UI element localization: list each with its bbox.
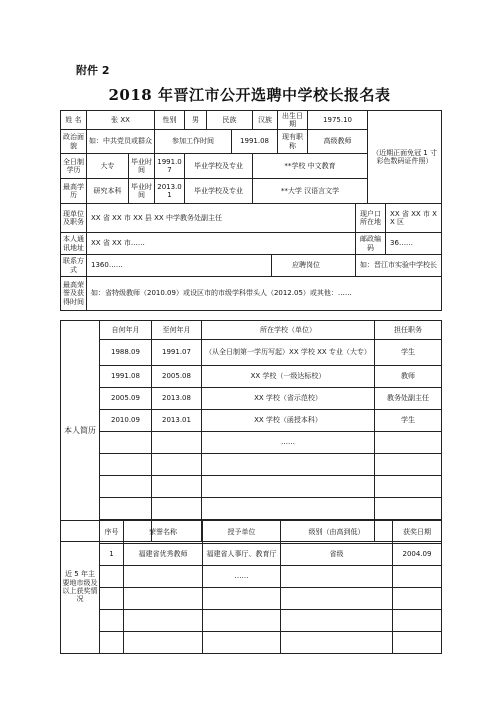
- awards-header: 获奖日期: [393, 521, 442, 544]
- resume-cell: 2013.01: [152, 410, 202, 432]
- resume-cell: 学生: [375, 410, 442, 432]
- awards-cell: 福建省优秀教师: [124, 544, 203, 566]
- basic-info-table: [60, 110, 442, 204]
- gender-label: 性别: [155, 111, 185, 130]
- fulltime-school-value: **学校 中文教育: [253, 154, 368, 179]
- birth-label: 出生日期: [278, 111, 308, 130]
- resume-header: 担任职务: [375, 321, 442, 340]
- household-label: 现户口所在地: [356, 204, 386, 233]
- honor-value: 如：省特级教师（2010.09）或设区市的市级学科带头人（2012.05）或其他：……: [87, 277, 442, 311]
- awards-cell: [203, 632, 281, 654]
- resume-cell: 教师: [375, 366, 442, 388]
- apply-label: 应聘岗位: [272, 255, 356, 277]
- resume-cell: 教务处副主任: [375, 388, 442, 410]
- resume-cell: [202, 476, 375, 498]
- awards-cell: [124, 632, 203, 654]
- resume-cell: [100, 498, 152, 520]
- title-label: 现有职称: [278, 130, 308, 154]
- awards-cell: ……: [203, 566, 281, 588]
- highest-time-value: 2013.01: [155, 179, 185, 204]
- awards-cell: [203, 588, 281, 610]
- resume-cell: [152, 432, 202, 454]
- title-value: 高级教师: [308, 130, 368, 154]
- current-unit-label: 现单位及职务: [61, 204, 87, 233]
- resume-cell: [202, 498, 375, 520]
- highest-time-label: 毕业时间: [129, 179, 155, 204]
- resume-cell: 2010.09: [100, 410, 152, 432]
- resume-cell: ……: [202, 432, 375, 454]
- highest-school-value: **大学 汉语言文学: [253, 179, 368, 204]
- fulltime-edu-value: 大专: [87, 154, 129, 179]
- work-start-label: 参加工作时间: [155, 130, 232, 154]
- awards-cell: 2004.09: [393, 544, 442, 566]
- fulltime-edu-label: 全日制学历: [61, 154, 87, 179]
- awards-cell: [124, 588, 203, 610]
- highest-school-label: 毕业学校及专业: [185, 179, 253, 204]
- awards-cell: [281, 588, 393, 610]
- address-label: 本人通讯地址: [61, 233, 87, 255]
- resume-cell: [202, 454, 375, 476]
- phone-label: 联系方式: [61, 255, 87, 277]
- gender-value: 男: [185, 111, 207, 130]
- resume-header: 所在学校（单位）: [202, 321, 375, 340]
- awards-header: 授予单位: [203, 521, 281, 544]
- form-title: 2018 年晋江市公开选聘中学校长报名表: [108, 86, 391, 104]
- awards-cell: [124, 610, 203, 632]
- ethnicity-value: 汉族: [253, 111, 278, 130]
- highest-edu-label: 最高学历: [61, 179, 87, 204]
- resume-cell: [152, 454, 202, 476]
- awards-cell: [393, 632, 442, 654]
- resume-cell: 1991.07: [152, 340, 202, 366]
- awards-cell: [393, 588, 442, 610]
- awards-cell: 福建省人事厅、教育厅: [203, 544, 281, 566]
- name-value: 张 XX: [87, 111, 155, 130]
- awards-cell: [393, 566, 442, 588]
- awards-cell: [100, 566, 124, 588]
- highest-edu-value: 研究本科: [87, 179, 129, 204]
- resume-table: [60, 320, 442, 542]
- resume-cell: 1988.09: [100, 340, 152, 366]
- phone-value: 1360……: [87, 255, 272, 277]
- resume-header: 自何年月: [100, 321, 152, 340]
- birth-value: 1975.10: [308, 111, 368, 130]
- honor-label: 最高荣誉及获得时间: [61, 277, 87, 311]
- resume-cell: 2005.09: [100, 388, 152, 410]
- ethnicity-label: 民族: [207, 111, 253, 130]
- resume-cell: [100, 476, 152, 498]
- awards-cell: [100, 632, 124, 654]
- fulltime-time-value: 1991.07: [155, 154, 185, 179]
- resume-cell: 2005.08: [152, 366, 202, 388]
- awards-cell: [100, 588, 124, 610]
- resume-cell: 1991.08: [100, 366, 152, 388]
- current-unit-value: XX 省 XX 市 XX 县 XX 中学教务处副主任: [87, 204, 356, 233]
- awards-header: 级别（由高到低）: [281, 521, 393, 544]
- resume-cell: [152, 476, 202, 498]
- postcode-value: 36……: [386, 233, 442, 255]
- resume-cell: [152, 498, 202, 520]
- resume-cell: 学生: [375, 340, 442, 366]
- awards-label: 近 5 年主要地市级及以上获奖情况: [61, 521, 100, 654]
- resume-cell: [100, 432, 152, 454]
- postcode-label: 邮政编码: [356, 233, 386, 255]
- resume-cell: XX 学校（函授本科）: [202, 410, 375, 432]
- attachment-label: 附件 2: [76, 64, 110, 77]
- resume-cell: （从全日制第一学历写起）XX 学校 XX 专业（大专）: [202, 340, 375, 366]
- household-value: XX 省 XX 市 XX 区: [386, 204, 442, 233]
- resume-cell: [375, 476, 442, 498]
- resume-cell: [375, 454, 442, 476]
- position-info-table: [60, 203, 442, 311]
- awards-header: 序号: [100, 521, 124, 544]
- resume-cell: [375, 432, 442, 454]
- awards-cell: 1: [100, 544, 124, 566]
- party-label: 政治面貌: [61, 130, 87, 154]
- resume-cell: [375, 498, 442, 520]
- awards-cell: [393, 610, 442, 632]
- awards-cell: [281, 632, 393, 654]
- fulltime-school-label: 毕业学校及专业: [185, 154, 253, 179]
- address-value: XX 省 XX 市……: [87, 233, 356, 255]
- name-label: 姓 名: [61, 111, 87, 130]
- awards-table: [60, 520, 442, 654]
- resume-header: 至何年月: [152, 321, 202, 340]
- resume-cell: XX 学校（省示范校）: [202, 388, 375, 410]
- resume-cell: XX 学校（一级达标校）: [202, 366, 375, 388]
- resume-cell: [100, 454, 152, 476]
- awards-cell: [281, 566, 393, 588]
- party-value: 如：中共党员或群众: [87, 130, 155, 154]
- resume-label: 本人简历: [61, 321, 100, 542]
- awards-cell: [124, 566, 203, 588]
- work-start-value: 1991.08: [232, 130, 278, 154]
- resume-cell: 2013.08: [152, 388, 202, 410]
- photo-placeholder: （近期正面免冠 1 寸彩色数码证件照）: [368, 111, 442, 204]
- apply-value: 如：晋江市实验中学校长: [356, 255, 442, 277]
- awards-cell: [100, 610, 124, 632]
- awards-cell: [203, 610, 281, 632]
- awards-header: 荣誉名称: [124, 521, 203, 544]
- fulltime-time-label: 毕业时间: [129, 154, 155, 179]
- awards-cell: [281, 610, 393, 632]
- awards-cell: 省级: [281, 544, 393, 566]
